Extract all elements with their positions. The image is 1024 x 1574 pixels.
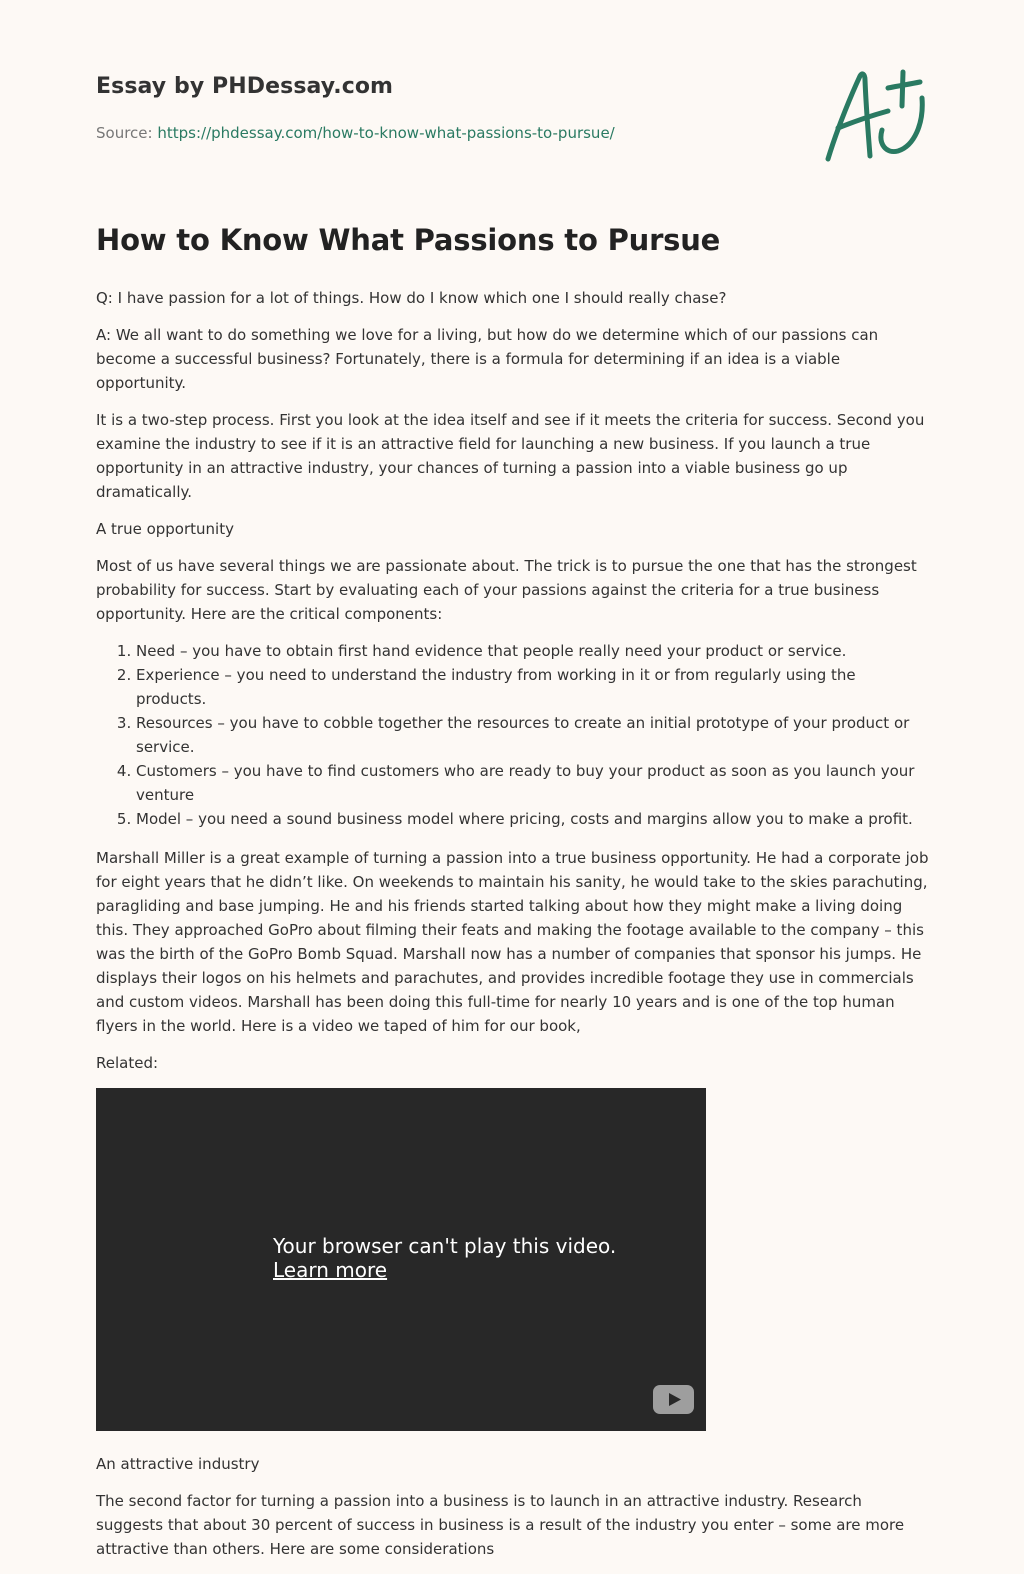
video-player[interactable] [96,1088,706,1431]
list-item: 1. Need – you have to obtain first hand evidence that people really need your product or service. [136,639,930,663]
article-title: How to Know What Passions to Pursue [96,223,721,257]
paragraph-two-step: It is a two-step process. First you look at the idea itself and see if it meets the criteria for success. Second you examine the industry to see if it is an attractive field for launching a new business. If you launch a true opportunity in an attractive industry, your chances of turning a passion into a viable business go up dramatically. [96,411,925,501]
list-item: 5. Model – you need a sound business model where pricing, costs and margins allow you to make a profit. [136,807,930,831]
criteria-list [96,639,930,831]
a-plus-logo-icon [818,66,930,166]
site-brand: Essay by PHDessay.com [96,74,394,99]
paragraph-criteria: Most of us have several things we are passionate about. The trick is to pursue the one that has the strongest probability for success. Start by evaluating each of your passions against the criteria for a true business opportunity. Here are the critical components: [96,557,917,623]
subheading-true-opportunity: A true opportunity [96,520,234,538]
paragraph-question: Q: I have passion for a lot of things. How do I know which one I should really chase? [96,289,727,307]
video-error-message [273,1234,616,1282]
list-item: 2. Experience – you need to understand the industry from working in it or from regularly using the products. [136,663,930,711]
list-item: 4. Customers – you have to find customers who are ready to buy your product as soon as you launch your venture [136,759,930,807]
source-line [96,124,615,142]
learn-more-link[interactable]: Learn more [273,1258,388,1282]
related-label: Related: [96,1054,159,1072]
article-body [96,286,930,1574]
list-item: 3. Resources – you have to cobble together the resources to create an initial prototype of your product or service. [136,711,930,759]
source-link[interactable]: https://phdessay.com/how-to-know-what-passions-to-pursue/ [157,124,615,142]
paragraph-marshall-miller: Marshall Miller is a great example of turning a passion into a true business opportunity. He had a corporate job for eight years that he didn’t like. On weekends to maintain his sanity, he would take to the skies parachuting, paragliding and base jumping. He and his friends started talking about how they might make a living doing this. They approached GoPro about filming their feats and making the footage available to the company – this was the birth of the GoPro Bomb Squad. Marshall now has a number of companies that sponsor his jumps. He displays their logos on his helmets and parachutes, and provides incredible footage they use in commercials and custom videos. Marshall has been doing this full-time for nearly 10 years and is one of the top human flyers in the world. Here is a video we taped of him for our book, [96,849,929,1035]
youtube-play-icon[interactable] [653,1385,694,1414]
source-label: Source: [96,124,153,142]
paragraph-answer: A: We all want to do something we love for a living, but how do we determine which of our passions can become a successful business? Fortunately, there is a formula for determining if an idea is a viable opportunity. [96,326,879,392]
subheading-attractive-industry: An attractive industry [96,1455,260,1473]
video-error-text: Your browser can't play this video. [273,1234,617,1258]
paragraph-industry: The second factor for turning a passion into a business is to launch in an attractive industry. Research suggests that about 30 percent of success in business is a result of the industry you enter – some are more attractive than others. Here are some considerations [96,1492,905,1558]
